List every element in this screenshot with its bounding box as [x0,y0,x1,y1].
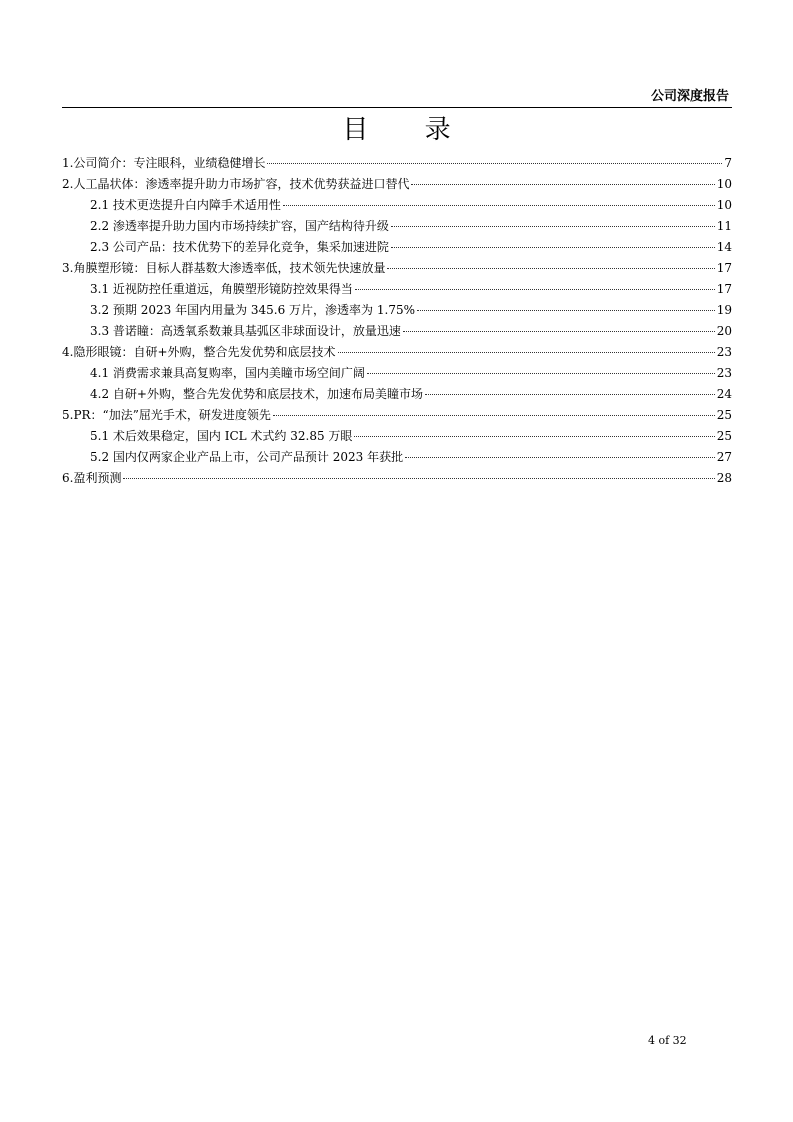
toc-entry[interactable] [62,153,732,174]
toc-entry[interactable] [62,300,732,321]
toc-leader-dots [405,457,715,458]
toc-entry-page-number[interactable]: 23 [716,366,732,380]
toc-leader-dots [354,436,714,437]
toc-entry-title[interactable]: 6.盈利预测 [62,471,122,485]
toc-entry-title[interactable]: 2.2 渗透率提升助力国内市场持续扩容，国产结构待升级 [90,219,389,233]
toc-leader-dots [403,331,715,332]
toc-entry-page-number[interactable]: 11 [716,219,732,233]
toc-entry-title[interactable]: 2.3 公司产品：技术优势下的差异化竞争，集采加速进院 [90,240,389,254]
toc-leader-dots [355,289,715,290]
toc-entry[interactable] [62,321,732,342]
toc-entry-page-number[interactable]: 10 [716,198,732,212]
toc-entry-title[interactable]: 5.1 术后效果稳定，国内 ICL 术式约 32.85 万眼 [90,429,353,443]
toc-entry-title[interactable]: 4.1 消费需求兼具高复购率，国内美瞳市场空间广阔 [90,366,365,380]
toc-entry[interactable] [62,279,732,300]
table-of-contents [62,153,732,489]
toc-entry-title[interactable]: 3.3 普诺瞳：高透氧系数兼具基弧区非球面设计，放量迅速 [90,324,401,338]
toc-leader-dots [411,184,714,185]
toc-entry-page-number[interactable]: 19 [716,303,732,317]
toc-leader-dots [367,373,715,374]
toc-entry-page-number[interactable]: 24 [716,387,732,401]
toc-entry-title[interactable]: 4.隐形眼镜：自研+外购，整合先发优势和底层技术 [62,345,336,359]
toc-entry-page-number[interactable]: 28 [716,471,732,485]
toc-entry[interactable] [62,342,732,363]
toc-entry-page-number[interactable]: 14 [716,240,732,254]
toc-entry-page-number[interactable]: 17 [716,261,732,275]
toc-entry-title[interactable]: 3.1 近视防控任重道远，角膜塑形镜防控效果得当 [90,282,353,296]
page-indicator: 4 of 32 [648,1034,687,1047]
toc-entry-page-number[interactable]: 7 [724,156,732,170]
toc-entry-page-number[interactable]: 27 [716,450,732,464]
toc-entry-title[interactable]: 5.2 国内仅两家企业产品上市，公司产品预计 2023 年获批 [90,450,404,464]
toc-entry-page-number[interactable]: 25 [716,429,732,443]
toc-entry-page-number[interactable]: 10 [716,177,732,191]
toc-entry[interactable] [62,447,732,468]
report-type-label: 公司深度报告 [650,89,729,104]
toc-leader-dots [283,205,715,206]
toc-entry-title[interactable]: 1.公司简介：专注眼科，业绩稳健增长 [62,156,266,170]
toc-entry-title[interactable]: 2.人工晶状体：渗透率提升助力市场扩容，技术优势获益进口替代 [62,177,410,191]
toc-entry-title[interactable]: 4.2 自研+外购，整合先发优势和底层技术，加速布局美瞳市场 [90,387,423,401]
toc-entry[interactable] [62,258,732,279]
toc-leader-dots [273,415,715,416]
toc-entry[interactable] [62,468,732,489]
toc-entry-title[interactable]: 3.角膜塑形镜：目标人群基数大渗透率低，技术领先快速放量 [62,261,386,275]
toc-entry[interactable] [62,363,732,384]
toc-title: 目 录 [342,115,475,145]
toc-leader-dots [425,394,715,395]
toc-entry-page-number[interactable]: 17 [716,282,732,296]
toc-leader-dots [123,478,714,479]
toc-entry[interactable] [62,426,732,447]
toc-entry[interactable] [62,174,732,195]
toc-leader-dots [417,310,715,311]
toc-entry[interactable] [62,384,732,405]
toc-entry[interactable] [62,216,732,237]
toc-entry-title[interactable]: 3.2 预期 2023 年国内用量为 345.6 万片，渗透率为 1.75% [90,303,415,317]
toc-entry-page-number[interactable]: 23 [716,345,732,359]
toc-leader-dots [391,247,715,248]
header-divider [62,107,732,108]
toc-entry-page-number[interactable]: 20 [716,324,732,338]
toc-leader-dots [387,268,714,269]
toc-entry-title[interactable]: 2.1 技术更迭提升白内障手术适用性 [90,198,281,212]
toc-entry-title[interactable]: 5.PR：“加法”屈光手术，研发进度领先 [62,408,271,422]
toc-entry[interactable] [62,405,732,426]
toc-entry[interactable] [62,195,732,216]
toc-leader-dots [391,226,715,227]
toc-entry[interactable] [62,237,732,258]
toc-entry-page-number[interactable]: 25 [716,408,732,422]
toc-leader-dots [267,163,722,164]
toc-leader-dots [338,352,715,353]
